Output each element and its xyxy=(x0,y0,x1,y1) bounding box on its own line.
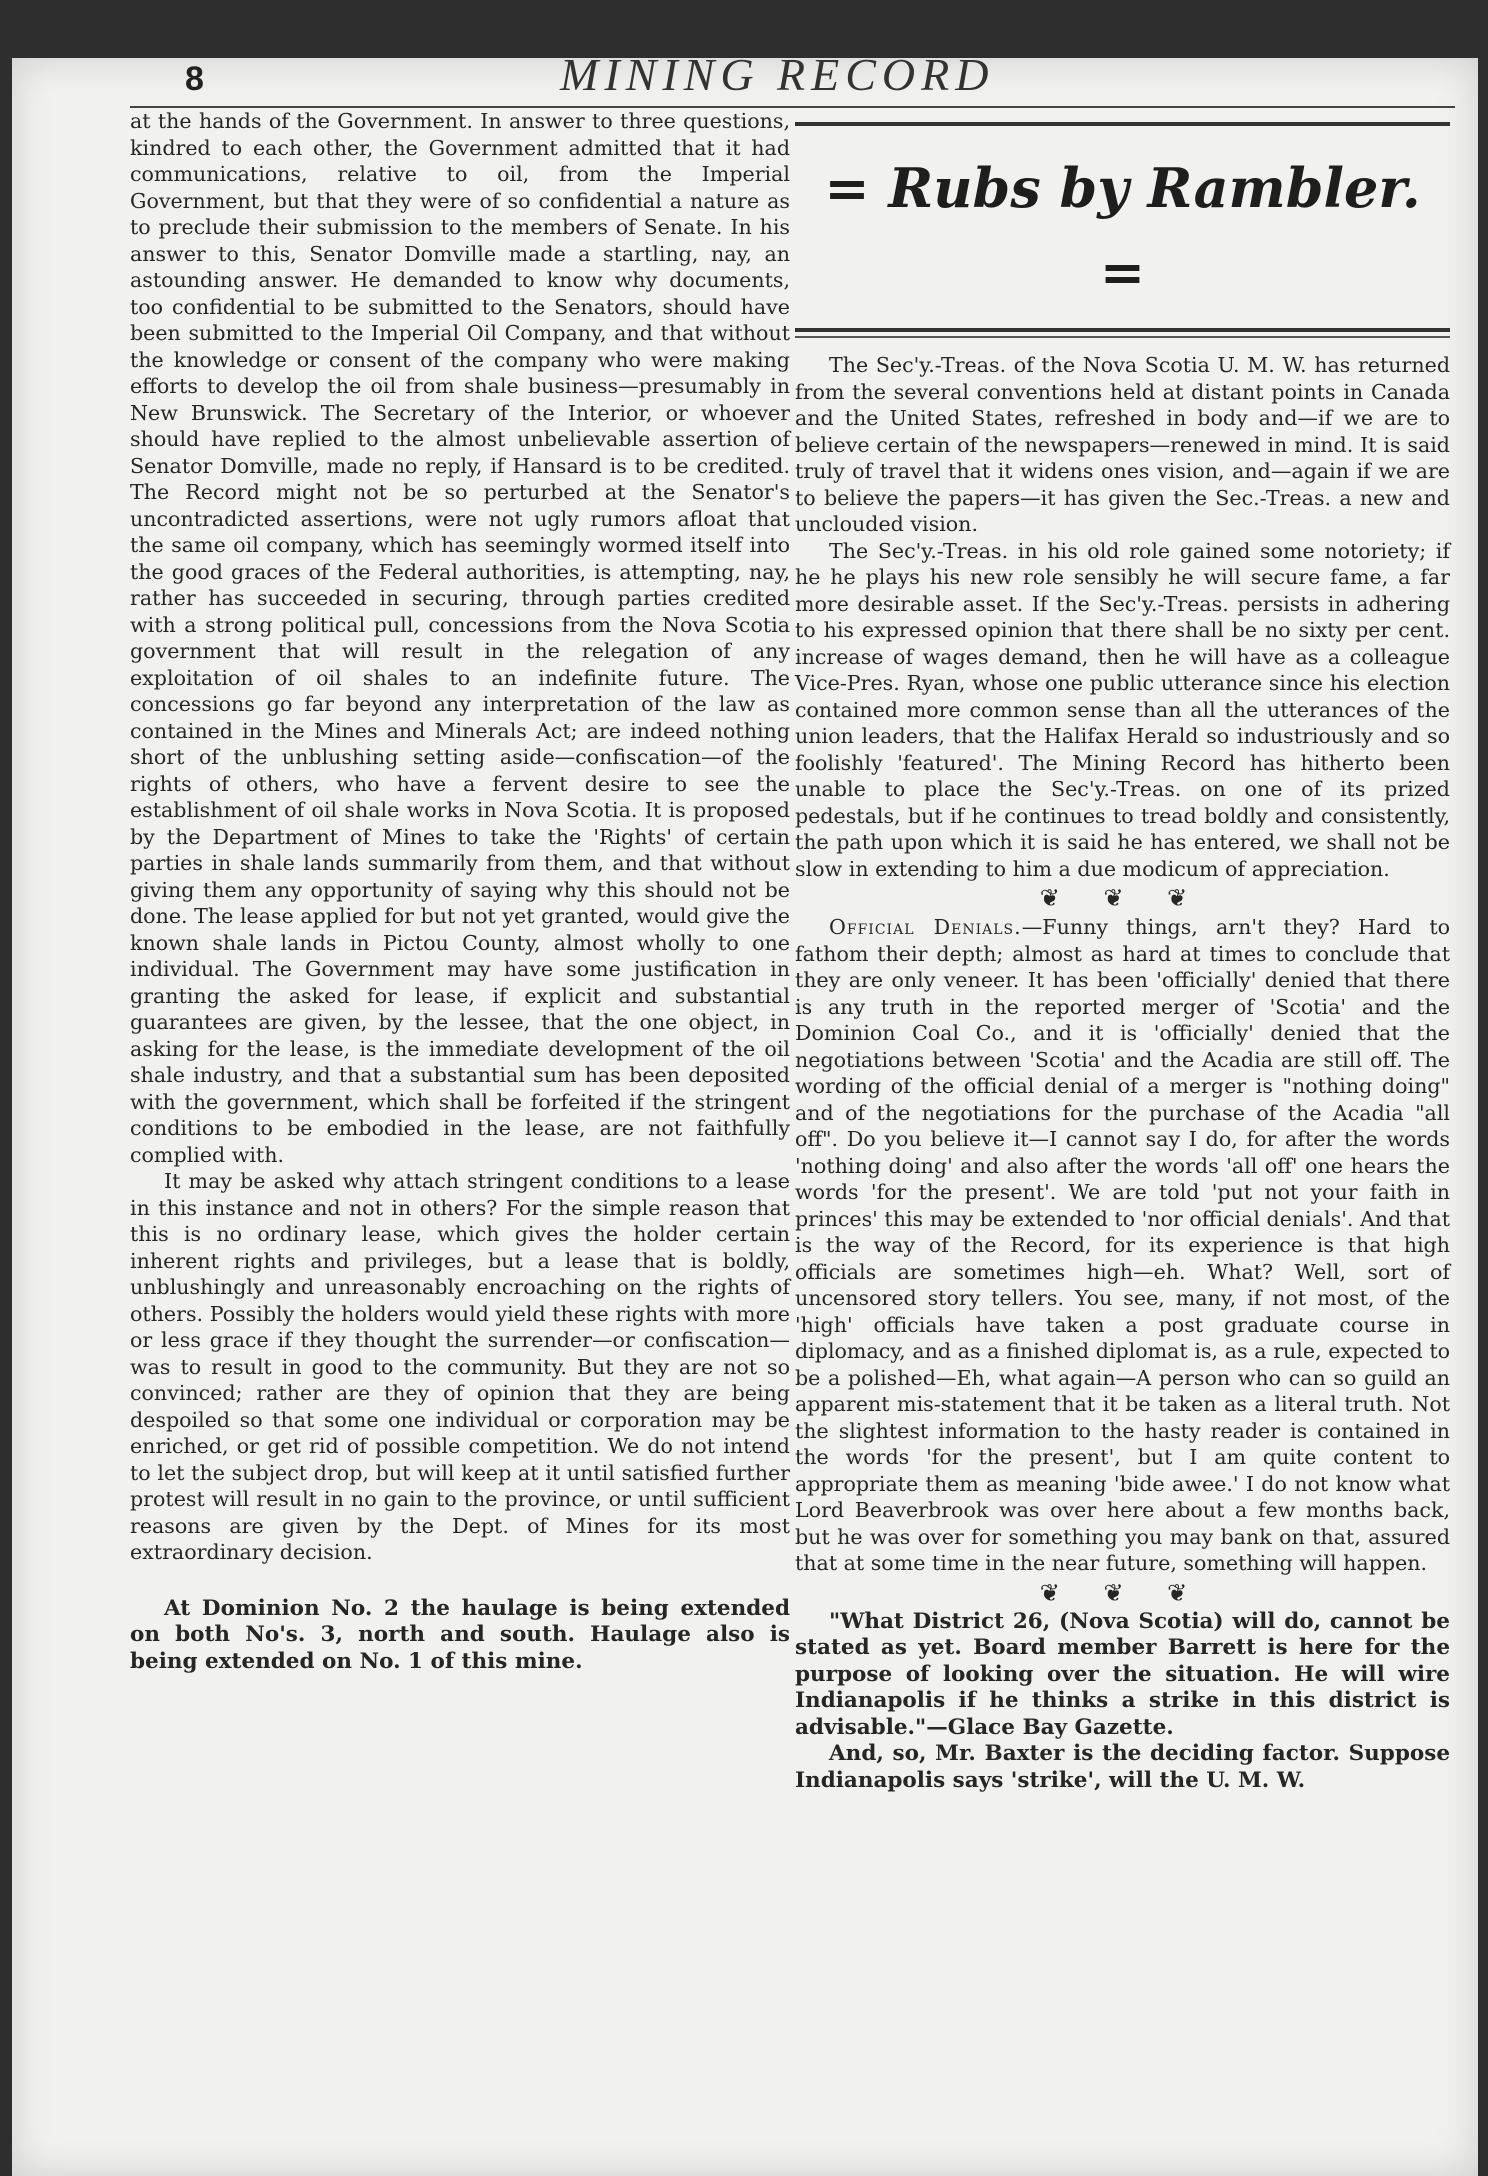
column-paragraph: And, so, Mr. Baxter is the deciding factor. Suppose Indianapolis says 'strike', will the U. M. W. xyxy=(795,1741,1450,1793)
news-item: At Dominion No. 2 the haulage is being extended on both No's. 3, north and south. Haulage also is being extended on No. 1 of this mine. xyxy=(130,1595,790,1674)
official-denials-text: —Funny things, arn't they? Hard to fathom their depth; almost as hard at times to conclude that they are only veneer. It has been 'officially' denied that there is any truth in the reported merger of 'Scotia' and the Dominion Coal Co., and it is 'officially' denied that the negotiations between 'Scotia' and the Acadia are still off. The wording of the official denial of a merger is "nothing doing" and of the negotiations for the purchase of the Acadia "all off". Do you believe it—I cannot say I do, for after the words 'nothing doing' and also after the words 'all off' one hears the words 'for the present'. We are told 'put not your faith in princes' this may be extended to 'nor official denials'. And that is the way of the Record, for its experience is that high officials are sometimes high—eh. What? Well, sort of uncensored story tellers. You see, many, if not most, of the 'high' officials have taken a post graduate course in diplomacy, and as a finished diplomat is, as a rule, expected to be a polished—Eh, what again—A person who can so guild an apparent mis-statement that it be taken as a literal truth. Not the slightest information to the hasty reader is contained in the words 'for the present', but I am quite content to appropriate them as meaning 'bide awee.' I do not know what Lord Beaverbrook was over here about a few months back, but he was over for something you may bank on that, assured that at some time in the near future, something will happen. xyxy=(795,915,1451,1575)
right-column xyxy=(795,108,1450,1794)
article-paragraph: at the hands of the Government. In answer to three questions, kindred to each other, the Government admitted that it had communications, relative to oil, from the Imperial Government, but that they were of so confidential a nature as to preclude their submission to the members of Senate. In his answer to this, Senator Domville made a startling, nay, an astounding answer. He demanded to know why documents, too confidential to be submitted to the Senators, should have been submitted to the Imperial Oil Company, and that without the knowledge or consent of the company who were making efforts to develop the oil from shale business—presumably in New Brunswick. The Secretary of the Interior, or whoever should have replied to the almost unbelievable assertion of Senator Domville, made no reply, if Hansard is to be credited. The Record might not be so perturbed at the Senator's uncontradicted assertions, were not ugly rumors afloat that the same oil company, which has seemingly wormed itself into the good graces of the Federal authorities, is attempting, nay, rather has succeeded in securing, through parties credited with a strong political pull, concessions from the Nova Scotia government that will result in the relegation of any exploitation of oil shales to an indefinite future. The concessions go far beyond any interpretation of the law as contained in the Mines and Minerals Act; are indeed nothing short of the unblushing setting aside—confiscation—of the rights of others, who have a fervent desire to see the establishment of oil shale works in Nova Scotia. It is proposed by the Department of Mines to take the 'Rights' of certain parties in shale lands summarily from them, and that without giving them any opportunity of saying why this should not be done. The lease applied for but not yet granted, would give the known shale lands in Pictou County, almost wholly to one individual. The Government may have some justification in granting the asked for lease, if explicit and substantial guarantees are given, by the lessee, that the one object, in asking for the lease, is the immediate development of the oil shale industry, and that a substantial sum has been deposited with the government, which shall be forfeited if the stringent conditions to be embodied in the lease, are not faithfully complied with. xyxy=(130,109,790,1167)
official-denials-heading: Official Denials. xyxy=(829,915,1022,939)
column-title: = Rubs by Rambler. = xyxy=(824,156,1421,304)
section-ornament: ❦ ❦ ❦ xyxy=(1039,884,1206,912)
quoted-item: "What District 26, (Nova Scotia) will do, cannot be stated as yet. Board member Barrett is here for the purpose of looking over the situation. He will wire Indianapolis if he thinks a strike in this district is advisable."—Glace Bay Gazette. xyxy=(795,1608,1450,1740)
left-column xyxy=(130,108,790,1675)
title-rule-bottom xyxy=(795,328,1450,332)
title-rule-bottom-thin xyxy=(795,336,1450,338)
title-rule-top xyxy=(795,122,1450,126)
column-paragraph xyxy=(795,914,1450,1577)
column-paragraph: The Sec'y.-Treas. in his old role gained some notoriety; if he he plays his new role sensibly he will secure fame, a far more desirable asset. If the Sec'y.-Treas. persists in adhering to his expressed opinion that there shall be no sixty per cent. increase of wages demand, then he will have as a colleague Vice-Pres. Ryan, whose one public utterance since his election contained more common sense than all the utterances of the union leaders, that the Halifax Herald so industriously and so foolishly 'featured'. The Mining Record has hitherto been unable to place the Sec'y.-Treas. on one of its prized pedestals, but if he continues to tread boldly and consistently, the path upon which it is said he has entered, we shall not be slow in extending to him a due modicum of appreciation. xyxy=(795,538,1450,881)
article-paragraph: It may be asked why attach stringent conditions to a lease in this instance and not in others? For the simple reason that this is no ordinary lease, which gives the holder certain inherent rights and privileges, but a lease that is boldly, unblushingly and unreasonably encroaching on the rights of others. Possibly the holders would yield these rights with more or less grace if they thought the surrender—or confiscation—was to result in good to the community. But they are not so convinced; rather are they of opinion that they are being despoiled so that some one individual or corporation may be enriched, or get rid of possible competition. We do not intend to let the subject drop, but will keep at it until satisfied further protest will result in no gain to the province, or until sufficient reasons are given by the Dept. of Mines for its most extraordinary decision. xyxy=(130,1169,790,1564)
column-paragraph: The Sec'y.-Treas. of the Nova Scotia U. M. W. has returned from the several conventions held at distant points in Canada and the United States, refreshed in body and—if we are to believe certain of the newspapers—renewed in mind. It is said truly of travel that it widens ones vision, and—again if we are to believe the papers—it has given the Sec.-Treas. a new and unclouded vision. xyxy=(795,353,1450,536)
section-ornament: ❦ ❦ ❦ xyxy=(1039,1578,1206,1607)
masthead-title: MINING RECORD xyxy=(560,49,995,100)
page-number: 8 xyxy=(185,60,204,98)
